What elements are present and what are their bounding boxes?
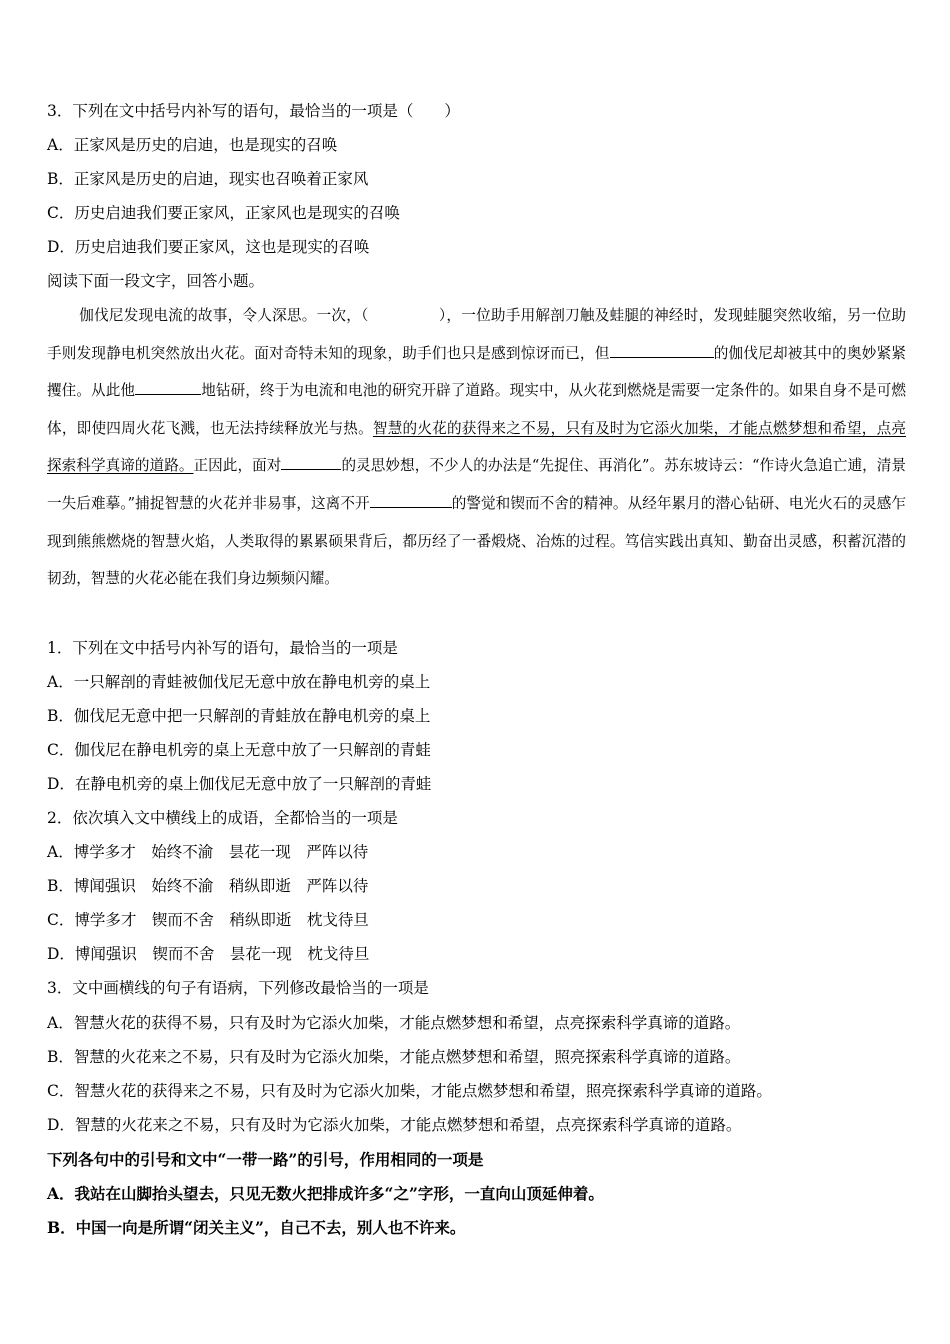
reading-passage bbox=[47, 297, 906, 598]
quote-question-option-b: B．中国一向是所谓“闭关主义”，自己不去，别人也不许来。 bbox=[47, 1218, 466, 1237]
quote-question-stem: 下列各句中的引号和文中“一带一路”的引号，作用相同的一项是 bbox=[47, 1150, 484, 1169]
passage-text-2: ），一位助手用解剖刀触及蛙腿的神经时，发现蛙腿突然收缩，另一位助手则发现静电机突然放出火花。面对奇特未知的现象，助手们也只是感到惊讶而已，但 bbox=[47, 307, 907, 362]
quote-question-option-a: A．我站在山脚抬头望去，只见无数火把排成许多“之”字形，一直向山顶延伸着。 bbox=[47, 1184, 604, 1203]
passage-text-1: 伽伐尼发现电流的故事，令人深思。一次，（ bbox=[79, 307, 369, 324]
question-1-option-d: D．在静电机旁的桌上伽伐尼无意中放了一只解剖的青蛙 bbox=[47, 775, 432, 793]
question-3-option-d: D．智慧的火花来之不易，只有及时为它添火加柴，才能点燃梦想和希望，点亮探索科学真谛的道路。 bbox=[47, 1116, 742, 1134]
passage-text-7: 的警觉和锲而不舍的精神。从经年累月的潜心钻研、电光火石的灵感乍现到熊熊燃烧的智慧火焰，人类取得的累累硕果背后，都历经了一番煅烧、冶炼的过程。笃信实践出真知、勤奋出灵感，积蓄沉潜的韧劲，智慧的火花必能在我们身边频频闪耀。 bbox=[47, 494, 906, 588]
passage-text-3: 的伽伐尼却被其中的奥妙紧紧攫住。从此他 bbox=[47, 344, 906, 400]
question-3-option-a: A．智慧火花的获得不易，只有及时为它添火加柴，才能点燃梦想和希望，点亮探索科学真谛的道路。 bbox=[47, 1014, 741, 1032]
question-3-top-option-c: C．历史启迪我们要正家风，正家风也是现实的召唤 bbox=[47, 204, 400, 222]
fill-blank-1 bbox=[610, 343, 714, 358]
question-3-top-option-a: A．正家风是历史的启迪，也是现实的召唤 bbox=[47, 136, 338, 154]
question-2-option-b: B．博闻强识 始终不渝 稍纵即逝 严阵以待 bbox=[47, 877, 369, 895]
question-1-option-b: B．伽伐尼无意中把一只解剖的青蛙放在静电机旁的桌上 bbox=[47, 707, 431, 725]
passage-text-5: 正因此，面对 bbox=[193, 457, 282, 475]
question-1-option-a: A．一只解剖的青蛙被伽伐尼无意中放在静电机旁的桌上 bbox=[47, 673, 431, 691]
fill-blank-4 bbox=[370, 493, 452, 508]
passage-text-4: 地钻研，终于为电流和电池的研究开辟了道路。现实中，从火花到燃烧是需要一定条件的。如果自身不是可燃体，即使四周火花飞溅，也无法持续释放光与热。 bbox=[47, 382, 906, 437]
underlined-sentence: 智慧的火花的获得来之不易，只有及时为它添火加柴，才能点燃梦想和希望，点亮探索科学真谛的道路。 bbox=[47, 419, 906, 475]
question-2-option-c: C．博学多才 锲而不舍 稍纵即逝 枕戈待旦 bbox=[47, 911, 369, 929]
question-3-top-stem: 3．下列在文中括号内补写的语句，最恰当的一项是（ ） bbox=[47, 102, 460, 120]
fill-blank-3 bbox=[281, 455, 341, 470]
question-3-top-option-b: B．正家风是历史的启迪，现实也召唤着正家风 bbox=[47, 170, 369, 188]
passage-text-6: 的灵思妙想，不少人的办法是“先捉住、再消化”。苏东坡诗云：“作诗火急追亡逋，清景一失后难摹。”捕捉智慧的火花并非易事，这离不开 bbox=[47, 457, 906, 512]
question-2-stem: 2．依次填入文中横线上的成语，全都恰当的一项是 bbox=[47, 809, 398, 827]
question-3-option-c: C．智慧火花的获得来之不易，只有及时为它添火加柴，才能点燃梦想和希望，照亮探索科学真谛的道路。 bbox=[47, 1082, 772, 1100]
question-1-option-c: C．伽伐尼在静电机旁的桌上无意中放了一只解剖的青蛙 bbox=[47, 741, 431, 759]
paren-blank bbox=[369, 306, 439, 320]
question-1-stem: 1．下列在文中括号内补写的语句，最恰当的一项是 bbox=[47, 639, 398, 657]
reading-instruction: 阅读下面一段文字，回答小题。 bbox=[47, 272, 265, 290]
question-3-option-b: B．智慧的火花来之不易，只有及时为它添火加柴，才能点燃梦想和希望，照亮探索科学真谛的道路。 bbox=[47, 1048, 741, 1066]
question-3-stem: 3．文中画横线的句子有语病，下列修改最恰当的一项是 bbox=[47, 979, 429, 997]
question-3-top-option-d: D．历史启迪我们要正家风，这也是现实的召唤 bbox=[47, 238, 370, 256]
fill-blank-2 bbox=[135, 380, 201, 395]
question-2-option-a: A．博学多才 始终不渝 昙花一现 严阵以待 bbox=[47, 843, 369, 861]
question-2-option-d: D．博闻强识 锲而不舍 昙花一现 枕戈待旦 bbox=[47, 945, 370, 963]
